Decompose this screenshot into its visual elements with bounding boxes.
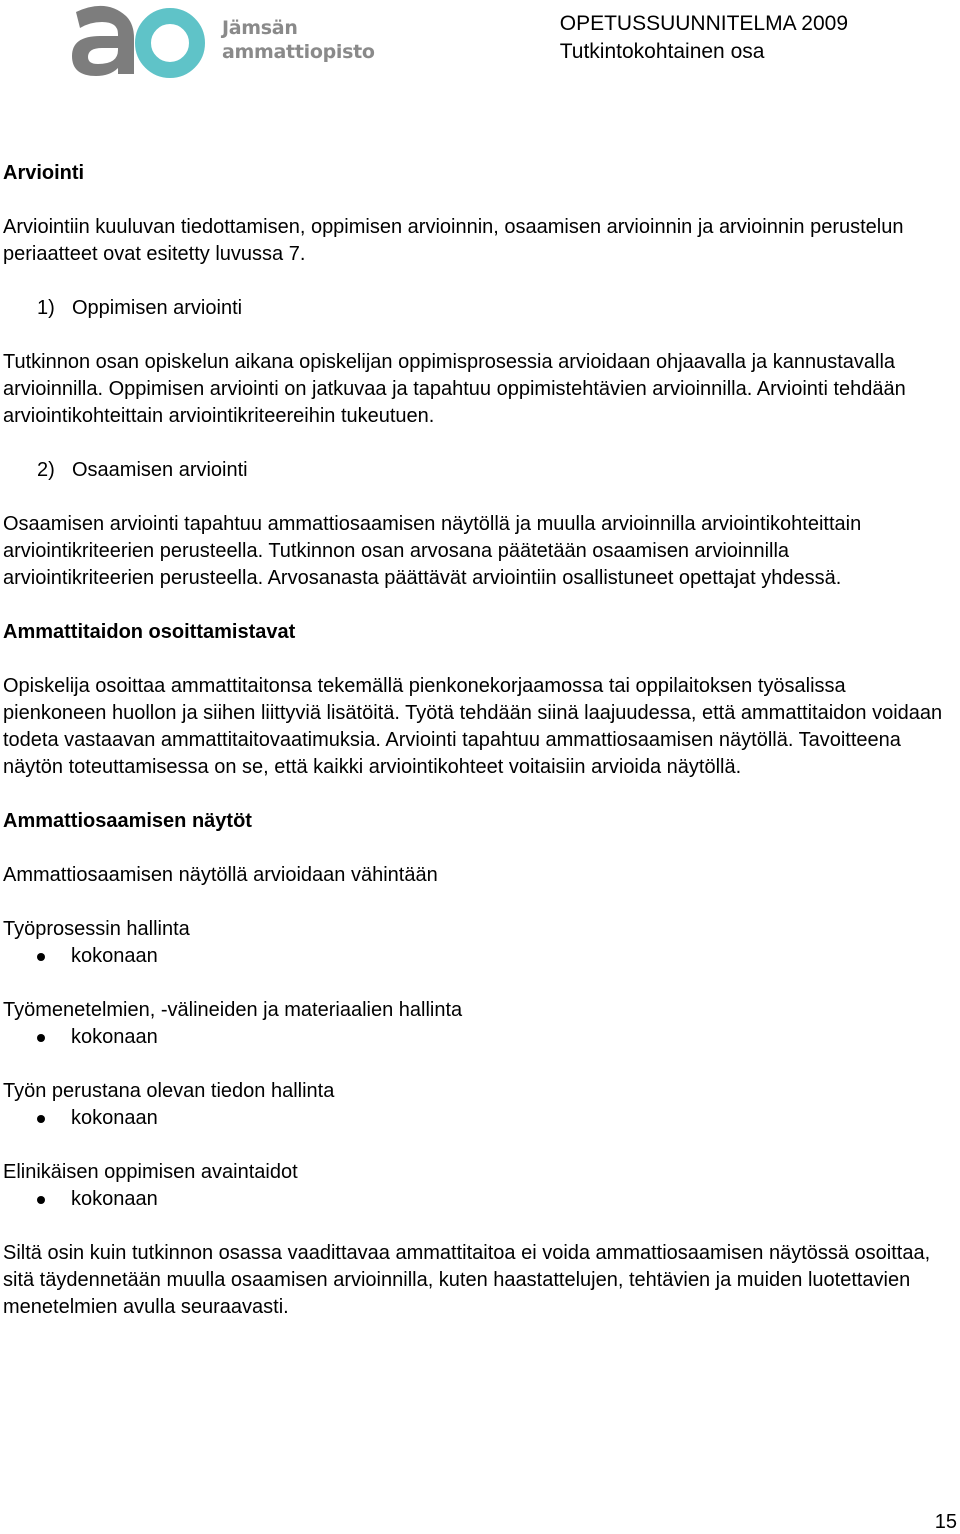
paragraph-arviointi-intro: Arviointiin kuuluvan tiedottamisen, oppimisen arvioinnin, osaamisen arvioinnin ja arvioinnin perustelun periaatteet ovat esitetty luvussa 7.: [3, 216, 904, 265]
criterion-title: Elinikäisen oppimisen avaintaidot: [3, 1161, 298, 1183]
criterion-bullet-list: [3, 1024, 943, 1051]
bullet-icon: [37, 1115, 45, 1123]
list-item: [3, 943, 943, 970]
criterion-title: Työprosessin hallinta: [3, 918, 190, 940]
bullet-icon: [37, 1034, 45, 1042]
page-number: 15: [934, 1511, 957, 1533]
document-body: [3, 160, 943, 1321]
criterion-bullet-list: [3, 1186, 943, 1213]
logo-line-1: Jämsän: [222, 17, 298, 39]
school-logo: [66, 2, 375, 82]
item-2-number: 2): [37, 459, 55, 481]
ao-logo-mark-icon: [66, 2, 216, 82]
numbered-item-1: [3, 295, 943, 322]
logo-wordmark: [222, 16, 375, 64]
criterion-title: Työn perustana olevan tiedon hallinta: [3, 1080, 335, 1102]
bullet-icon: [37, 1196, 45, 1204]
item-1-label: Oppimisen arviointi: [72, 297, 243, 319]
document-title: OPETUSSUUNNITELMA 2009: [559, 12, 848, 35]
document-subtitle: Tutkintokohtainen osa: [559, 40, 765, 63]
bullet-text: kokonaan: [71, 945, 158, 967]
heading-ammattitaidon-osoittamistavat: Ammattitaidon osoittamistavat: [3, 621, 296, 643]
bullet-text: kokonaan: [71, 1188, 158, 1210]
bullet-text: kokonaan: [71, 1107, 158, 1129]
paragraph-osaamisen-arviointi: Osaamisen arviointi tapahtuu ammattiosaamisen näytöllä ja muulla arvioinnilla arviointikohteittain arviointikriteerien perusteella. Tutkinnon osan arvosana päätetään osaamisen arvioinnilla arviointikriteerien perusteella. Arvosanasta päättävät arviointiin osallistuneet opettajat yhdessä.: [3, 513, 862, 589]
list-item: [3, 1105, 943, 1132]
page-header: [0, 0, 960, 100]
paragraph-oppimisen-arviointi: Tutkinnon osan opiskelun aikana opiskelijan oppimisprosessia arvioidaan ohjaavalla ja kannustavalla arvioinnilla. Oppimisen arviointi on jatkuvaa ja tapahtuu oppimistehtävien arvioinnilla. Arviointi tehdään arviointikohteittain arviointikriteereihin tukeutuen.: [3, 351, 906, 427]
logo-line-2: ammattiopisto: [222, 41, 375, 63]
bullet-icon: [37, 953, 45, 961]
item-2-label: Osaamisen arviointi: [72, 459, 248, 481]
heading-arviointi: Arviointi: [3, 162, 85, 184]
bullet-text: kokonaan: [71, 1026, 158, 1048]
heading-ammattiosaamisen-naytot: Ammattiosaamisen näytöt: [3, 810, 252, 832]
list-item: [3, 1024, 943, 1051]
document-title-block: [560, 10, 848, 66]
list-item: [3, 1186, 943, 1213]
paragraph-ammattitaito: Opiskelija osoittaa ammattitaitonsa tekemällä pienkonekorjaamossa tai oppilaitoksen työsalissa pienkoneen huollon ja siihen liittyviä lisätöitä. Työtä tehdään siinä laajuudessa, että ammattitaidon voidaan todeta vastaavan ammattitaitovaatimuksia. Arviointi tapahtuu ammattiosaamisen näytöllä. Tavoitteena näytön toteuttamisessa on se, että kaikki arviointikohteet voitaisiin arvioida näytöllä.: [3, 675, 943, 778]
numbered-item-2: [3, 457, 943, 484]
criterion-bullet-list: [3, 943, 943, 970]
item-1-number: 1): [37, 297, 55, 319]
criterion-bullet-list: [3, 1105, 943, 1132]
paragraph-naytot-intro: Ammattiosaamisen näytöllä arvioidaan vähintään: [3, 864, 438, 886]
paragraph-closing: Siltä osin kuin tutkinnon osassa vaadittavaa ammattitaitoa ei voida ammattiosaamisen näytössä osoittaa, sitä täydennetään muulla osaamisen arvioinnilla, kuten haastattelujen, tehtävien ja muiden luotettavien menetelmien avulla seuraavasti.: [3, 1242, 931, 1318]
criterion-title: Työmenetelmien, -välineiden ja materiaalien hallinta: [3, 999, 463, 1021]
